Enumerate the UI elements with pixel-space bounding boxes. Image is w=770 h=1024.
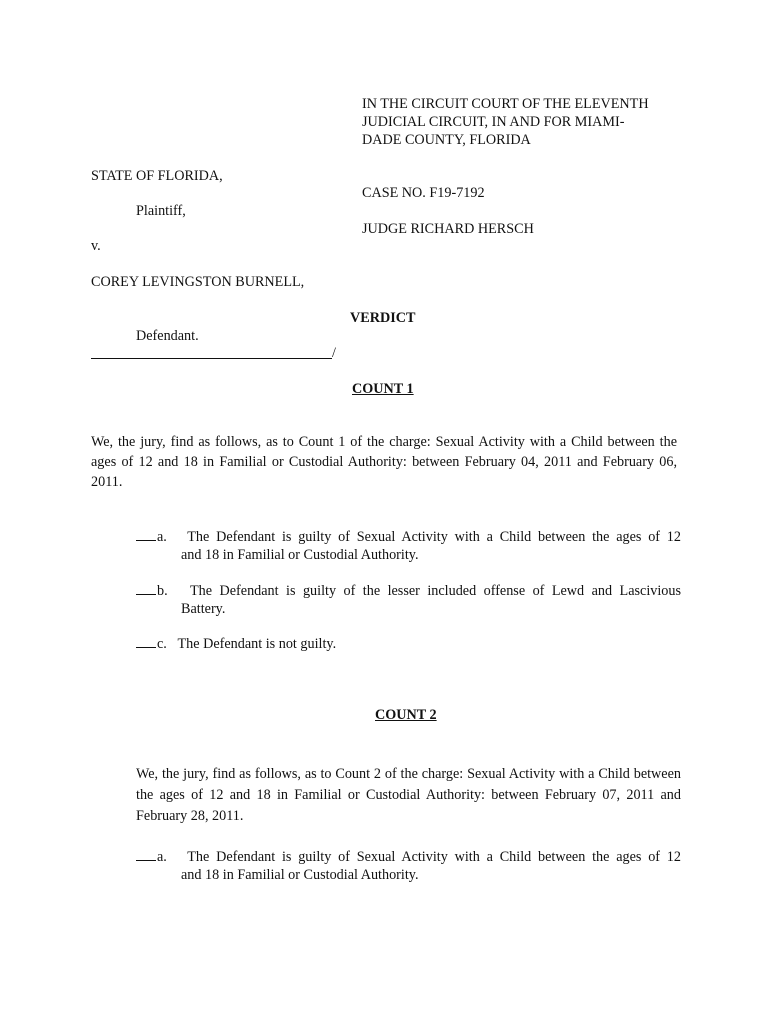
case-number: CASE NO. F19-7192 [362,185,485,201]
count2-option-a [136,848,681,884]
option-text: The Defendant is guilty of the lesser included offense of Lewd and Lascivious [190,583,681,599]
option-text: The Defendant is not guilty. [177,636,337,652]
option-letter: a. [157,529,167,545]
option-text-cont: Battery. [181,601,226,617]
option-letter: b. [157,583,168,599]
court-caption-line-3: DADE COUNTY, FLORIDA [362,132,531,148]
option-blank [136,635,156,648]
option-text: The Defendant is guilty of Sexual Activity with a Child between the ages of 12 [187,849,681,865]
count2-heading: COUNT 2 [375,707,437,723]
count1-heading: COUNT 1 [352,381,414,397]
court-caption-line-1: IN THE CIRCUIT COURT OF THE ELEVENTH [362,96,649,112]
plaintiff-role: Plaintiff, [136,203,186,219]
signature-line [91,358,332,359]
option-text-cont: and 18 in Familial or Custodial Authority. [181,867,419,883]
count1-option-a [136,528,681,564]
defendant-name: COREY LEVINGSTON BURNELL, [91,274,305,290]
option-text: The Defendant is guilty of Sexual Activity with a Child between the ages of 12 [187,529,681,545]
defendant-role: Defendant. [136,328,199,344]
option-text-cont: and 18 in Familial or Custodial Authority. [181,547,419,563]
count2-intro: We, the jury, find as follows, as to Count 2 of the charge: Sexual Activity with a Child between the ages of 12 and 18 in Familial or Custodial Authority: between February 07, 2011 and February 28, 2011. [136,766,681,824]
document-title: VERDICT [350,310,416,326]
versus: v. [91,238,101,254]
option-blank [136,848,156,861]
option-letter: a. [157,849,167,865]
judge-name: JUDGE RICHARD HERSCH [362,221,534,237]
count1-option-c [136,635,681,653]
option-letter: c. [157,636,167,652]
count1-intro: We, the jury, find as follows, as to Count 1 of the charge: Sexual Activity with a Child between the ages of 12 and 18 in Familial or Custodial Authority: between February 04, 2011 and February 06, 2011. [91,434,677,490]
option-blank [136,582,156,595]
court-caption-line-2: JUDICIAL CIRCUIT, IN AND FOR MIAMI- [362,114,625,130]
option-blank [136,528,156,541]
count1-option-b [136,582,681,618]
caption-slash: / [332,345,336,361]
plaintiff-name: STATE OF FLORIDA, [91,168,223,184]
